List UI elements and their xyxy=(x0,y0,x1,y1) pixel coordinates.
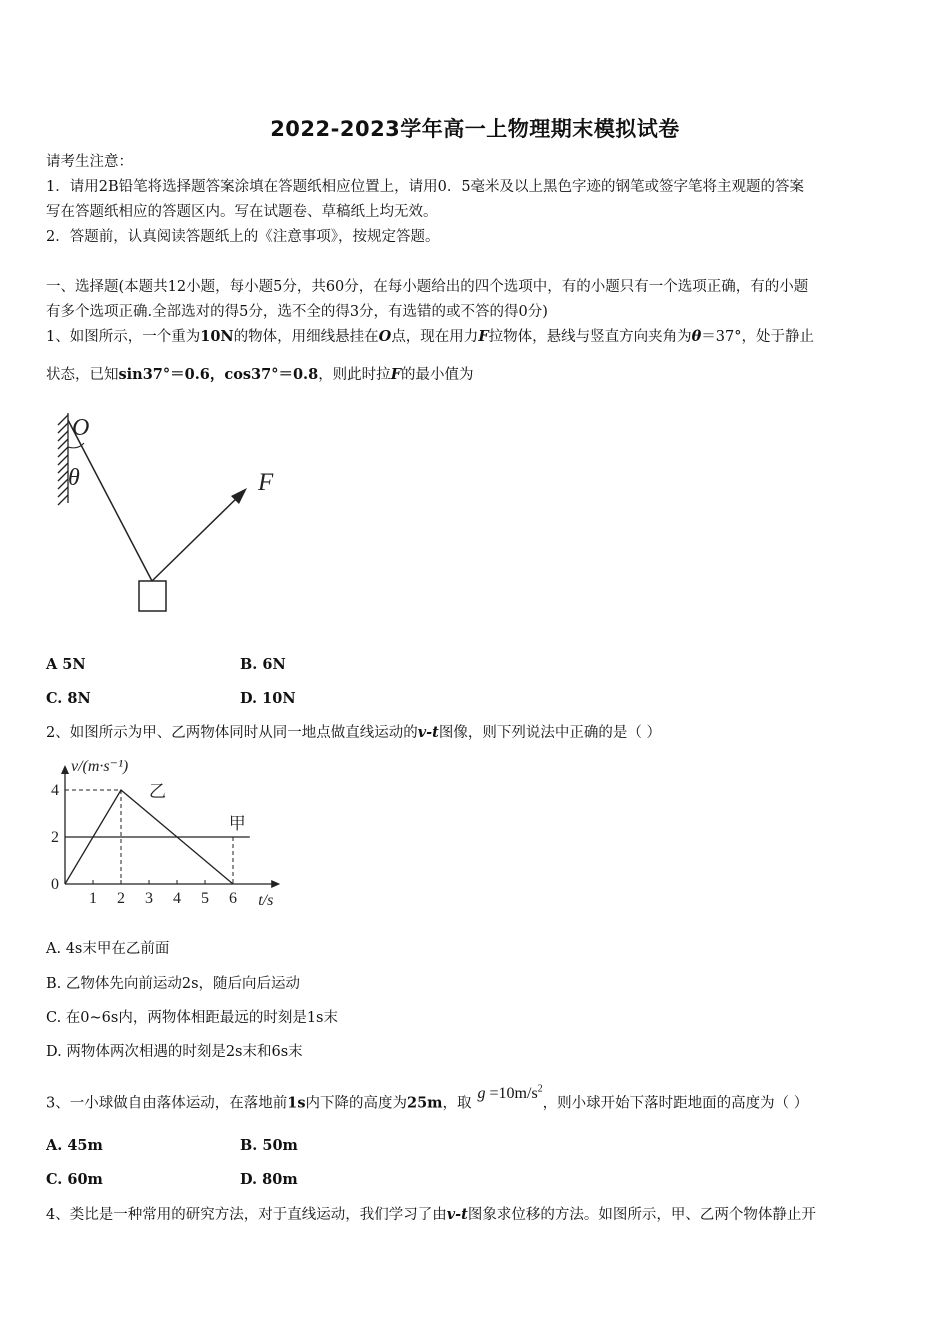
y-axis-label: v/(m·s⁻¹) xyxy=(71,757,129,775)
x-tick-label-2: 2 xyxy=(117,890,125,907)
q1-option-b[interactable]: B. 6N xyxy=(240,656,286,673)
formula-value: =10m/s xyxy=(489,1085,538,1103)
force-f-arrow xyxy=(152,493,242,581)
q2-option-d[interactable]: D. 两物体两次相遇的时刻是2s末和6s末 xyxy=(46,1044,303,1060)
label-f: F xyxy=(258,469,274,496)
label-o: O xyxy=(72,415,90,441)
q1-force-diagram xyxy=(50,405,290,620)
x-axis-arrowhead xyxy=(271,880,280,888)
x-tick-label-5: 5 xyxy=(201,890,209,907)
series-label-jia: 甲 xyxy=(228,814,246,833)
x-tick-label-6: 6 xyxy=(229,890,237,907)
q2-vt-chart xyxy=(44,753,290,915)
q3-option-b[interactable]: B. 50m xyxy=(240,1137,298,1154)
q1-stem-line-2: 状态，已知sin37°＝0.6，cos37°＝0.8，则此时拉F的最小值为 xyxy=(46,366,474,383)
notice-item-1-line-1: 1．请用2B铅笔将选择题答案涂填在答题纸相应位置上，请用0．5毫米及以上黑色字迹的钢笔或签字笔将主观题的答案 xyxy=(46,179,805,195)
q2-option-c[interactable]: C. 在0~6s内，两物体相距最远的时刻是1s末 xyxy=(46,1010,339,1026)
q1-option-a[interactable]: A 5N xyxy=(46,656,86,673)
q3-option-a[interactable]: A. 45m xyxy=(46,1137,103,1154)
q2-option-b[interactable]: B. 乙物体先向前运动2s，随后向后运动 xyxy=(46,976,301,992)
q1-option-c[interactable]: C. 8N xyxy=(46,690,91,707)
notice-item-2: 2．答题前，认真阅读答题纸上的《注意事项》，按规定答题。 xyxy=(46,229,440,245)
y-axis-arrowhead xyxy=(61,765,69,774)
q1-option-d[interactable]: D. 10N xyxy=(240,690,296,707)
hanging-block xyxy=(139,581,166,611)
chart-axes xyxy=(61,765,280,888)
notice-heading: 请考生注意： xyxy=(46,154,133,170)
notice-item-1-line-2: 写在答题纸相应的答题区内。写在试题卷、草稿纸上均无效。 xyxy=(46,204,438,220)
suspension-string xyxy=(68,420,152,581)
ceiling-wall-hatch xyxy=(58,413,68,505)
y-tick-label-0: 0 xyxy=(51,876,59,893)
formula-g: g xyxy=(477,1085,486,1103)
q2-option-a[interactable]: A. 4s末甲在乙前面 xyxy=(46,941,170,957)
x-axis-label: t/s xyxy=(258,892,274,909)
y-tick-label-2: 2 xyxy=(51,829,59,846)
x-tick-label-3: 3 xyxy=(145,890,153,907)
series-label-yi: 乙 xyxy=(149,782,166,802)
q3-stem: 3、一小球做自由落体运动，在落地前1s内下降的高度为25m，取$g =10m/s^2$，则小球开始下落时距地面的高度为（ ） xyxy=(46,1084,809,1112)
x-tick-label-1: 1 xyxy=(89,890,97,907)
q3-option-c[interactable]: C. 60m xyxy=(46,1171,103,1188)
q1-stem-line-1: 1、如图所示，一个重为10N的物体，用细线悬挂在O点，现在用力F拉物体，悬线与竖直方向夹角为θ＝37°，处于静止 xyxy=(46,328,814,345)
q2-stem: 2、如图所示为甲、乙两物体同时从同一地点做直线运动的v-t图像，则下列说法中正确的是（ ） xyxy=(46,724,661,741)
formula-exponent: 2 xyxy=(537,1084,543,1095)
section-1-instructions-line-1: 一、选择题(本题共12小题，每小题5分，共60分，在每小题给出的四个选项中，有的小题只有一个选项正确，有的小题 xyxy=(46,279,809,295)
chart-series xyxy=(65,790,250,884)
q3-option-d[interactable]: D. 80m xyxy=(240,1171,298,1188)
label-theta: θ xyxy=(68,465,80,491)
section-1-instructions-line-2: 有多个选项正确.全部选对的得5分，选不全的得3分，有选错的或不答的得0分) xyxy=(46,304,548,320)
y-tick-label-4: 4 xyxy=(51,782,59,799)
x-tick-label-4: 4 xyxy=(173,890,181,907)
page-title: 2022-2023学年高一上物理期末模拟试卷 xyxy=(270,117,680,141)
q4-stem: 4、类比是一种常用的研究方法，对于直线运动，我们学习了由v-t图象求位移的方法。如图所示，甲、乙两个物体静止开 xyxy=(46,1206,816,1223)
chart-tick-labels xyxy=(51,782,237,907)
